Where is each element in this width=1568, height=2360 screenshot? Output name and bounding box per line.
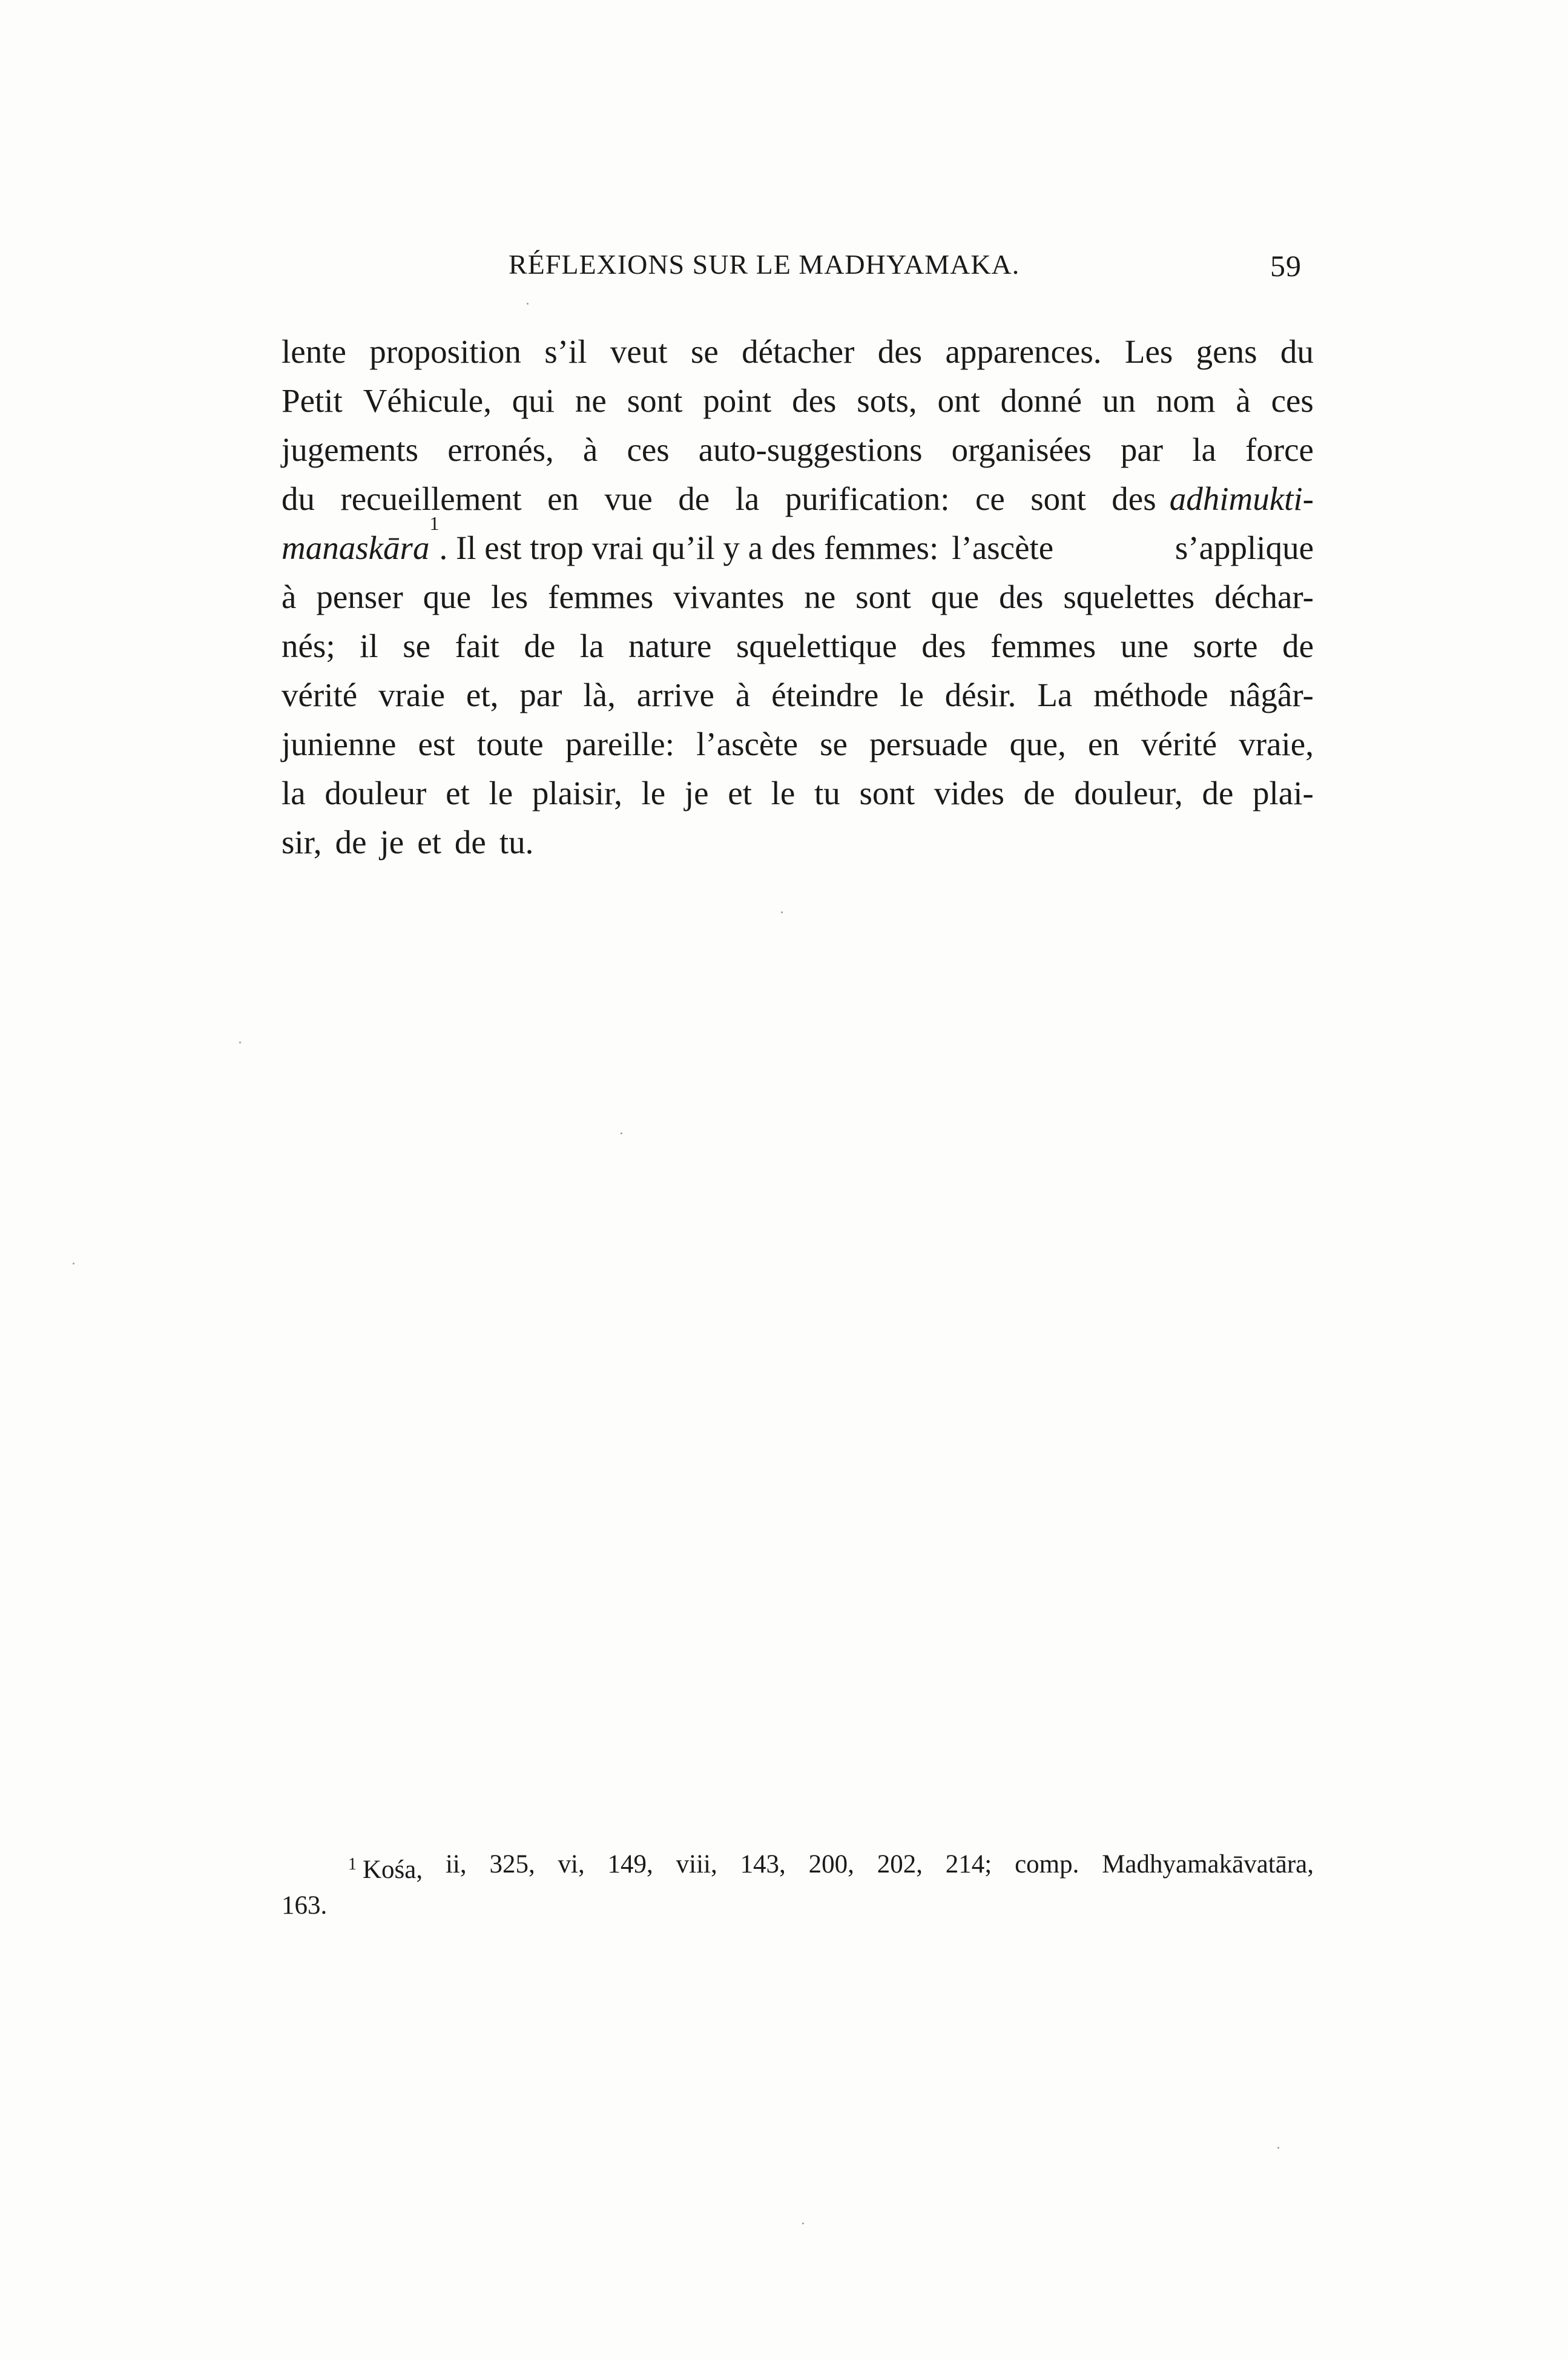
word: vides — [934, 775, 1004, 811]
word: 325, — [489, 1850, 535, 1879]
word: je — [380, 824, 404, 861]
footnote-marker: 1 — [348, 1855, 357, 1874]
footnote-reference: 1 — [429, 512, 440, 534]
text-line-with-italic — [282, 512, 1314, 572]
word: ces — [1271, 382, 1314, 419]
word: jugements — [282, 431, 419, 468]
word: pareille: — [565, 726, 674, 762]
word: vérité — [1141, 726, 1217, 762]
word: ces — [627, 431, 670, 468]
word: est — [418, 726, 455, 762]
word: s’applique — [1174, 529, 1314, 566]
word: des — [999, 578, 1044, 615]
word: par — [1120, 431, 1164, 468]
word: gens — [1196, 333, 1257, 370]
text-line — [282, 376, 1314, 425]
word: ii, — [445, 1850, 467, 1879]
word: 202, — [877, 1850, 923, 1879]
word: plai- — [1253, 775, 1314, 811]
word: fait — [455, 627, 499, 664]
word: proposition — [369, 333, 521, 370]
text-line — [282, 670, 1314, 719]
scan-speck — [527, 303, 529, 305]
word-text: Kośa, — [363, 1856, 423, 1884]
word: l’ascète — [952, 529, 1054, 566]
word: force — [1245, 431, 1314, 468]
word: junienne — [282, 726, 397, 762]
text-line — [282, 818, 1314, 867]
body-paragraph — [282, 327, 1314, 867]
page-number: 59 — [1270, 249, 1302, 283]
word: la — [579, 627, 604, 664]
word: sont — [859, 775, 915, 811]
word: que — [931, 578, 980, 615]
word: et, — [466, 676, 499, 713]
word: détacher — [742, 333, 855, 370]
word: du — [282, 480, 315, 517]
word: 149, — [607, 1850, 653, 1879]
word: vivantes — [673, 578, 785, 615]
footnote-line — [282, 1885, 1314, 1926]
word: vraie, — [1239, 726, 1314, 762]
word: ont — [937, 382, 980, 419]
word: là, — [583, 676, 616, 713]
word: se — [403, 627, 431, 664]
sentence-fragment: . Il est trop vrai qu’il y a des femmes: — [439, 529, 939, 566]
scan-speck — [73, 1263, 74, 1264]
word: Petit — [282, 382, 343, 419]
word — [348, 1844, 423, 1885]
word: sorte — [1193, 627, 1258, 664]
word: erronés, — [447, 431, 554, 468]
italic-term: adhimukti- — [1169, 480, 1314, 517]
word: de — [678, 480, 710, 517]
text-line — [282, 572, 1314, 621]
word: et — [417, 824, 441, 861]
word: ne — [804, 578, 836, 615]
word: sir, — [282, 824, 322, 861]
word: douleur, — [1074, 775, 1183, 811]
word: plaisir, — [532, 775, 622, 811]
word: du — [1280, 333, 1314, 370]
word: comp. — [1015, 1850, 1079, 1879]
text-line-words — [282, 474, 1156, 523]
word: à — [282, 578, 297, 615]
word: douleur — [324, 775, 427, 811]
word: point — [703, 382, 772, 419]
word: le — [489, 775, 513, 811]
word: éteindre — [771, 676, 879, 713]
word: nés; — [282, 627, 335, 664]
word: vue — [604, 480, 653, 517]
word: un — [1102, 382, 1136, 419]
word: des — [877, 333, 923, 370]
word: tu. — [499, 824, 534, 861]
word: 200, — [808, 1850, 854, 1879]
word: à — [735, 676, 751, 713]
word: se — [690, 333, 719, 370]
word: Les — [1124, 333, 1173, 370]
footnote — [282, 1844, 1314, 1926]
word: de — [524, 627, 556, 664]
word: 214; — [945, 1850, 992, 1879]
word: Madhyamakāvatāra, — [1102, 1850, 1314, 1879]
word: tu — [814, 775, 840, 811]
scan-speck — [781, 911, 783, 913]
text-line — [282, 327, 1314, 376]
text-line — [282, 719, 1314, 768]
word: femmes — [548, 578, 654, 615]
word: ce — [975, 480, 1005, 517]
scan-speck — [1277, 2147, 1279, 2149]
word: toute — [476, 726, 544, 762]
running-title: RÉFLEXIONS SUR LE MADHYAMAKA. — [509, 249, 1020, 280]
text-line — [282, 768, 1314, 818]
word: désir. — [944, 676, 1016, 713]
word: en — [1087, 726, 1119, 762]
word: l’ascète — [696, 726, 799, 762]
word: vi, — [558, 1850, 585, 1879]
word: de — [335, 824, 367, 861]
word: et — [728, 775, 752, 811]
italic-term: manaskāra — [282, 529, 430, 566]
word: vraie — [378, 676, 446, 713]
word: se — [820, 726, 848, 762]
word: de — [454, 824, 486, 861]
word: viii, — [676, 1850, 717, 1879]
word: à — [1236, 382, 1251, 419]
word: ne — [575, 382, 607, 419]
word: méthode — [1093, 676, 1208, 713]
word: sots, — [857, 382, 917, 419]
word: organisées — [951, 431, 1092, 468]
word: donné — [1000, 382, 1082, 419]
word: purification: — [785, 480, 950, 517]
word: des — [792, 382, 837, 419]
word: qui — [512, 382, 555, 419]
word: les — [491, 578, 529, 615]
footnote-words — [348, 1844, 1314, 1885]
scan-speck — [239, 1042, 241, 1043]
word: le — [900, 676, 924, 713]
footnote-continuation: 163. — [282, 1891, 328, 1920]
footnote-line — [282, 1844, 1314, 1885]
word: nâgâr- — [1229, 676, 1314, 713]
text-line — [282, 621, 1314, 670]
running-head — [282, 248, 1314, 285]
word: et — [446, 775, 470, 811]
word: de — [1202, 775, 1234, 811]
word: nature — [628, 627, 712, 664]
text-line-words — [952, 523, 1314, 572]
text-line — [282, 425, 1314, 474]
word: arrive — [636, 676, 714, 713]
word: déchar- — [1214, 578, 1314, 615]
word: à — [582, 431, 598, 468]
word: le — [771, 775, 796, 811]
word: La — [1037, 676, 1073, 713]
word: sont — [855, 578, 911, 615]
word: Véhicule, — [363, 382, 492, 419]
word: recueillement — [340, 480, 522, 517]
word: en — [547, 480, 579, 517]
word: de — [1023, 775, 1055, 811]
word: penser — [316, 578, 403, 615]
word: femmes — [990, 627, 1096, 664]
word: s’il — [544, 333, 587, 370]
word: nom — [1156, 382, 1216, 419]
word: apparences. — [945, 333, 1102, 370]
word: vérité — [282, 676, 358, 713]
word: squelettique — [736, 627, 897, 664]
word: par — [519, 676, 562, 713]
word: auto-suggestions — [698, 431, 923, 468]
word: lente — [282, 333, 346, 370]
word: sont — [1030, 480, 1086, 517]
word: que, — [1009, 726, 1066, 762]
word: 143, — [740, 1850, 786, 1879]
word: persuade — [869, 726, 988, 762]
word: squelettes — [1063, 578, 1195, 615]
scan-speck — [802, 2223, 804, 2224]
word: il — [360, 627, 378, 664]
word: la — [735, 480, 760, 517]
word: sont — [627, 382, 683, 419]
word: que — [423, 578, 472, 615]
word: des — [921, 627, 966, 664]
word: une — [1120, 627, 1169, 664]
word: de — [1282, 627, 1314, 664]
word: la — [282, 775, 306, 811]
word: je — [684, 775, 709, 811]
scan-speck — [621, 1132, 622, 1134]
word: veut — [610, 333, 668, 370]
word: la — [1192, 431, 1216, 468]
word: des — [1112, 480, 1156, 517]
word: le — [641, 775, 666, 811]
